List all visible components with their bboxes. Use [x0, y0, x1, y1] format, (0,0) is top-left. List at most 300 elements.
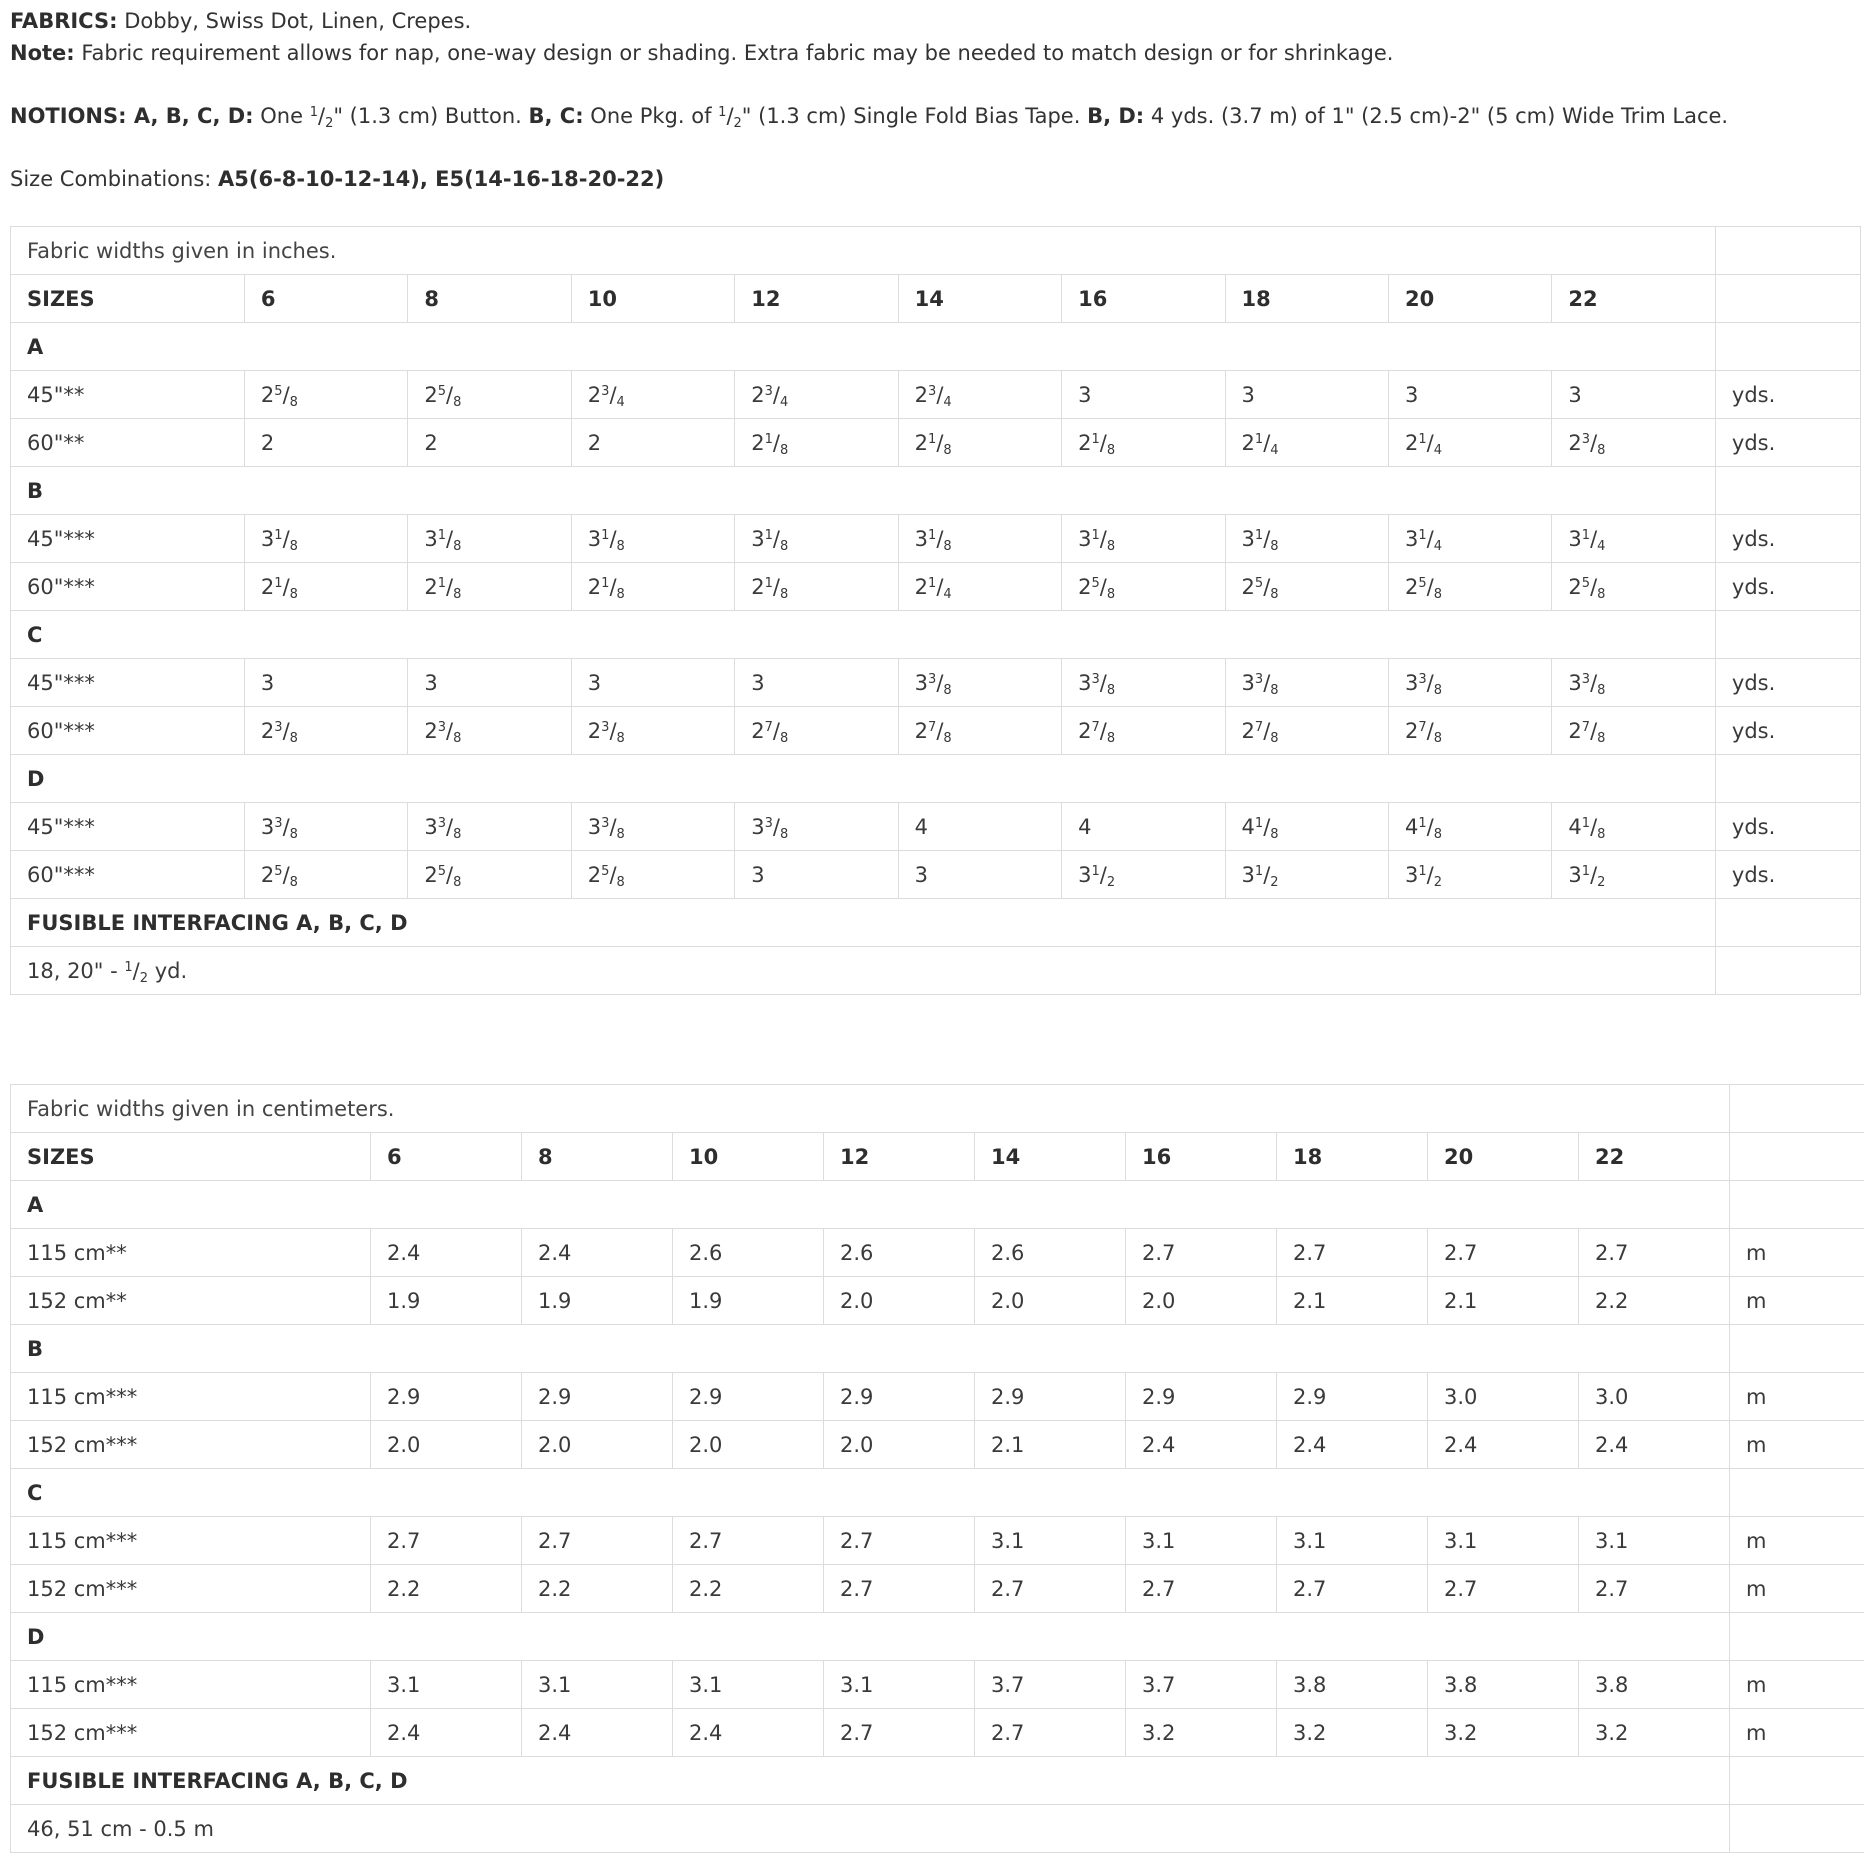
yardage-value: 2.9 — [1126, 1373, 1277, 1421]
empty-cell — [1730, 1325, 1864, 1373]
fraction: $^1/_8$ — [601, 574, 625, 602]
fraction: $^5/_8$ — [437, 862, 462, 890]
yardage-value: $3^1/_2$ — [1062, 851, 1225, 899]
yardage-value: 3.0 — [1428, 1373, 1579, 1421]
fabric-width: 152 cm*** — [11, 1709, 371, 1757]
yardage-value: $2^1/_8$ — [244, 563, 407, 611]
yardage-value: $2^3/_4$ — [571, 371, 734, 419]
yardage-value: $2^3/_8$ — [571, 707, 734, 755]
yardage-value: 2.7 — [975, 1565, 1126, 1613]
interfacing-header-row — [11, 899, 1861, 947]
unit-label: m — [1730, 1421, 1864, 1469]
yardage-value: 2.9 — [824, 1373, 975, 1421]
size-combinations-value: A5(6-8-10-12-14), E5(14-16-18-20-22) — [218, 167, 665, 191]
table-row — [11, 1517, 1864, 1565]
interfacing-header-row — [11, 1757, 1864, 1805]
fabric-width: 60"*** — [11, 563, 245, 611]
unit-label: yds. — [1715, 803, 1860, 851]
yardage-value: 2.9 — [1277, 1373, 1428, 1421]
unit-label: m — [1730, 1517, 1864, 1565]
empty-cell — [1730, 1805, 1864, 1853]
fraction: $^3/_8$ — [1581, 430, 1606, 458]
fabric-width: 60"** — [11, 419, 245, 467]
yardage-value: 3.1 — [1428, 1517, 1579, 1565]
table-row — [11, 419, 1861, 467]
yardage-value: 3 — [408, 659, 571, 707]
notions-text: 4 yds. (3.7 m) of 1" (2.5 cm)-2" (5 cm) Wide Trim Lace. — [1144, 104, 1729, 128]
fabric-width: 45"*** — [11, 515, 245, 563]
yardage-value: $2^3/_4$ — [735, 371, 898, 419]
unit-label: yds. — [1715, 707, 1860, 755]
fraction: $^3/_8$ — [1418, 670, 1442, 698]
fabric-width: 45"*** — [11, 659, 245, 707]
fraction: $^3/_8$ — [1581, 670, 1606, 698]
notions-text: " (1.3 cm) Single Fold Bias Tape. — [741, 104, 1088, 128]
table-row — [11, 1373, 1864, 1421]
yardage-value: $3^1/_2$ — [1552, 851, 1716, 899]
yardage-value: $2^5/_8$ — [1062, 563, 1225, 611]
view-label: A — [11, 323, 1716, 371]
yardage-value: $2^1/_8$ — [898, 419, 1061, 467]
notions-line — [10, 103, 1728, 129]
yardage-value: $3^3/_8$ — [1225, 659, 1388, 707]
fraction: $^1/_8$ — [274, 574, 298, 602]
yardage-value: $3^3/_8$ — [1062, 659, 1225, 707]
yardage-value: 2.9 — [371, 1373, 522, 1421]
table-caption-row — [11, 227, 1861, 275]
yardage-value: 2.7 — [1126, 1229, 1277, 1277]
unit-label: m — [1730, 1709, 1864, 1757]
fraction: $^7/_8$ — [1254, 718, 1279, 746]
fabric-width: 60"*** — [11, 851, 245, 899]
table-caption: Fabric widths given in inches. — [11, 227, 1716, 275]
fabrics-line — [10, 8, 471, 34]
yardage-value: 2 — [244, 419, 407, 467]
fraction: $^3/_8$ — [928, 670, 952, 698]
notions-bd-label: B, D: — [1087, 104, 1145, 128]
size-combinations-label: Size Combinations: — [10, 167, 219, 191]
yardage-value: 2.7 — [1277, 1229, 1428, 1277]
yardage-value: 2.1 — [1277, 1277, 1428, 1325]
fraction: $^3/_8$ — [437, 718, 462, 746]
unit-label: m — [1730, 1565, 1864, 1613]
table-row — [11, 851, 1861, 899]
yardage-value: $2^5/_8$ — [1388, 563, 1551, 611]
table-row — [11, 707, 1861, 755]
view-label: C — [11, 1469, 1730, 1517]
yardage-value: 3.2 — [1277, 1709, 1428, 1757]
yardage-value: 2.0 — [1126, 1277, 1277, 1325]
yardage-value: 3.1 — [522, 1661, 673, 1709]
view-group-row — [11, 1325, 1864, 1373]
yardage-value: 2.1 — [975, 1421, 1126, 1469]
yardage-value: $2^5/_8$ — [571, 851, 734, 899]
table-caption: Fabric widths given in centimeters. — [11, 1085, 1730, 1133]
unit-label: yds. — [1715, 371, 1860, 419]
interfacing-value-row — [11, 947, 1861, 995]
view-label: B — [11, 1325, 1730, 1373]
size-header: 8 — [408, 275, 571, 323]
yardage-value: 3.2 — [1126, 1709, 1277, 1757]
fraction: $^3/_8$ — [1254, 670, 1279, 698]
size-header: 20 — [1428, 1133, 1579, 1181]
fraction: $^1/_8$ — [764, 526, 789, 554]
yardage-value: 2.4 — [1579, 1421, 1730, 1469]
yardage-value: $3^1/_2$ — [1225, 851, 1388, 899]
table-row — [11, 515, 1861, 563]
yardage-value: 1.9 — [673, 1277, 824, 1325]
fraction: $^1/_2$ — [1091, 862, 1116, 890]
yardage-value: 2.0 — [673, 1421, 824, 1469]
interfacing-value-row — [11, 1805, 1864, 1853]
yardage-value: 2 — [571, 419, 734, 467]
fraction: $^7/_8$ — [928, 718, 952, 746]
yardage-value: 2.0 — [522, 1421, 673, 1469]
yardage-value: 2.7 — [824, 1709, 975, 1757]
yardage-value: $3^1/_2$ — [1388, 851, 1551, 899]
yardage-value: $2^7/_8$ — [1225, 707, 1388, 755]
yardage-value: $3^3/_8$ — [408, 803, 571, 851]
yardage-value: 3.1 — [975, 1517, 1126, 1565]
fabric-width: 115 cm*** — [11, 1517, 371, 1565]
fraction: $^1/_2$ — [718, 104, 742, 131]
table-row — [11, 1421, 1864, 1469]
yardage-value: $2^7/_8$ — [1062, 707, 1225, 755]
yardage-value: 4 — [898, 803, 1061, 851]
yardage-value: $3^1/_8$ — [244, 515, 407, 563]
fraction: $^3/_4$ — [928, 382, 952, 410]
yardage-value: $2^1/_8$ — [571, 563, 734, 611]
notions-text: One Pkg. of — [583, 104, 719, 128]
yardage-value: 2 — [408, 419, 571, 467]
yardage-value: 2.0 — [824, 1277, 975, 1325]
yardage-value: 2.7 — [1428, 1229, 1579, 1277]
yardage-value: 2.9 — [522, 1373, 673, 1421]
yardage-value: 2.4 — [522, 1709, 673, 1757]
yardage-value: 2.4 — [371, 1229, 522, 1277]
yardage-value: $2^3/_4$ — [898, 371, 1061, 419]
fraction: $^3/_8$ — [274, 814, 298, 842]
yardage-value: $3^1/_4$ — [1388, 515, 1551, 563]
yardage-value: 2.4 — [1428, 1421, 1579, 1469]
empty-cell — [1715, 899, 1860, 947]
fraction: $^1/_4$ — [1418, 526, 1442, 554]
sizes-label: SIZES — [11, 1133, 371, 1181]
view-group-row — [11, 611, 1861, 659]
note-label: Note: — [10, 41, 75, 65]
unit-label: yds. — [1715, 851, 1860, 899]
size-header: 12 — [735, 275, 898, 323]
empty-cell — [1730, 1085, 1864, 1133]
fabric-width: 115 cm*** — [11, 1373, 371, 1421]
fraction: $^5/_8$ — [1581, 574, 1606, 602]
yardage-value: $3^1/_4$ — [1552, 515, 1716, 563]
yardage-value: 2.9 — [975, 1373, 1126, 1421]
empty-cell — [1715, 947, 1860, 995]
fraction: $^3/_8$ — [764, 814, 789, 842]
fraction: $^1/_8$ — [928, 526, 952, 554]
yardage-value: 3.2 — [1579, 1709, 1730, 1757]
yardage-value: 3 — [1062, 371, 1225, 419]
note-text: Fabric requirement allows for nap, one-way design or shading. Extra fabric may be needed to match design or for shrinkage. — [74, 41, 1394, 65]
view-group-row — [11, 467, 1861, 515]
yardage-value: 3 — [571, 659, 734, 707]
yardage-value: 3.1 — [371, 1661, 522, 1709]
fraction: $^1/_2$ — [1254, 862, 1279, 890]
empty-cell — [1730, 1181, 1864, 1229]
yardage-value: 2.6 — [673, 1229, 824, 1277]
fraction: $^1/_4$ — [1418, 430, 1442, 458]
fraction: $^3/_8$ — [601, 814, 625, 842]
size-header: 16 — [1062, 275, 1225, 323]
fraction: $^7/_8$ — [764, 718, 789, 746]
yardage-value: 3.0 — [1579, 1373, 1730, 1421]
view-group-row — [11, 755, 1861, 803]
yardage-value: 2.4 — [1126, 1421, 1277, 1469]
yardage-value: 3.1 — [1126, 1517, 1277, 1565]
fraction: $^5/_8$ — [601, 862, 625, 890]
size-header: 18 — [1277, 1133, 1428, 1181]
fabrics-text: Dobby, Swiss Dot, Linen, Crepes. — [117, 9, 472, 33]
fraction: $^1/_8$ — [1581, 814, 1606, 842]
fraction: $^1/_8$ — [601, 526, 625, 554]
yardage-value: $3^3/_8$ — [735, 803, 898, 851]
unit-label: m — [1730, 1229, 1864, 1277]
view-label: C — [11, 611, 1716, 659]
yardage-value: $3^1/_8$ — [898, 515, 1061, 563]
yardage-value: $3^3/_8$ — [244, 803, 407, 851]
yardage-value: $3^1/_8$ — [408, 515, 571, 563]
view-label: B — [11, 467, 1716, 515]
yardage-value: 2.6 — [975, 1229, 1126, 1277]
yardage-value: 3 — [244, 659, 407, 707]
fraction: $^5/_8$ — [1254, 574, 1279, 602]
yardage-value: 2.7 — [673, 1517, 824, 1565]
table-row — [11, 1277, 1864, 1325]
yardage-value: $4^1/_8$ — [1552, 803, 1716, 851]
size-header: 22 — [1552, 275, 1716, 323]
yardage-value: $2^1/_8$ — [735, 419, 898, 467]
notions-text: One — [253, 104, 310, 128]
fraction: $^1/_8$ — [1254, 526, 1279, 554]
fraction: $^7/_8$ — [1418, 718, 1442, 746]
empty-cell — [1730, 1613, 1864, 1661]
yardage-value: $2^1/_4$ — [1225, 419, 1388, 467]
interfacing-label: FUSIBLE INTERFACING A, B, C, D — [11, 899, 1716, 947]
yardage-value: $2^1/_8$ — [1062, 419, 1225, 467]
fraction: $^3/_4$ — [764, 382, 789, 410]
table-row — [11, 563, 1861, 611]
notions-bc-label: B, C: — [528, 104, 584, 128]
fraction: $^1/_8$ — [1091, 526, 1116, 554]
fraction: $^5/_8$ — [1091, 574, 1116, 602]
yardage-value: 3.1 — [1579, 1517, 1730, 1565]
interfacing-value: 18, 20" - $^1/_2$ yd. — [11, 947, 1716, 995]
fraction: $^1/_8$ — [764, 574, 789, 602]
size-header: 6 — [371, 1133, 522, 1181]
yardage-value: $4^1/_8$ — [1225, 803, 1388, 851]
yardage-value: 2.7 — [1579, 1229, 1730, 1277]
size-header: 10 — [571, 275, 734, 323]
yardage-value: $3^1/_8$ — [735, 515, 898, 563]
yardage-value: 2.2 — [673, 1565, 824, 1613]
yardage-value: $2^7/_8$ — [735, 707, 898, 755]
yardage-value: 3.7 — [975, 1661, 1126, 1709]
notions-label: NOTIONS: A, B, C, D: — [10, 104, 254, 128]
yardage-value: 3 — [735, 851, 898, 899]
fraction: $^1/_8$ — [1091, 430, 1116, 458]
size-header: 8 — [522, 1133, 673, 1181]
fraction: $^1/_4$ — [928, 574, 952, 602]
yardage-value: 3 — [735, 659, 898, 707]
note-line — [10, 40, 1393, 66]
yardage-value: 3.1 — [673, 1661, 824, 1709]
yardage-value: 2.7 — [975, 1709, 1126, 1757]
fraction: $^1/_4$ — [1581, 526, 1606, 554]
yardage-value: 1.9 — [371, 1277, 522, 1325]
unit-label: yds. — [1715, 419, 1860, 467]
yardage-value: $2^7/_8$ — [1388, 707, 1551, 755]
fabric-width: 152 cm*** — [11, 1565, 371, 1613]
table-row — [11, 1661, 1864, 1709]
table-caption-row — [11, 1085, 1864, 1133]
yardage-value: $3^1/_8$ — [1062, 515, 1225, 563]
interfacing-label: FUSIBLE INTERFACING A, B, C, D — [11, 1757, 1730, 1805]
yardage-value: 3.7 — [1126, 1661, 1277, 1709]
yardage-value: $4^1/_8$ — [1388, 803, 1551, 851]
yardage-value: $2^5/_8$ — [244, 371, 407, 419]
unit-label: m — [1730, 1277, 1864, 1325]
size-header: 6 — [244, 275, 407, 323]
yardage-value: 2.0 — [371, 1421, 522, 1469]
size-header: 14 — [898, 275, 1061, 323]
yardage-value: 3 — [898, 851, 1061, 899]
fraction: $^7/_8$ — [1581, 718, 1606, 746]
fabrics-label: FABRICS: — [10, 9, 118, 33]
yardage-value: 2.7 — [1126, 1565, 1277, 1613]
empty-cell — [1730, 1757, 1864, 1805]
interfacing-value: 46, 51 cm - 0.5 m — [11, 1805, 1730, 1853]
empty-cell — [1715, 755, 1860, 803]
fabric-width: 45"** — [11, 371, 245, 419]
yardage-value: 2.7 — [522, 1517, 673, 1565]
yardage-value: 3.8 — [1579, 1661, 1730, 1709]
table-row — [11, 803, 1861, 851]
sizes-label: SIZES — [11, 275, 245, 323]
empty-cell — [1715, 323, 1860, 371]
fabric-width: 152 cm*** — [11, 1421, 371, 1469]
yardage-value: 2.6 — [824, 1229, 975, 1277]
yardage-value: $2^5/_8$ — [1552, 563, 1716, 611]
unit-label: yds. — [1715, 563, 1860, 611]
yardage-value: 3 — [1552, 371, 1716, 419]
table-row — [11, 1565, 1864, 1613]
yardage-value: 1.9 — [522, 1277, 673, 1325]
fraction: $^1/_2$ — [124, 958, 149, 986]
table-row — [11, 371, 1861, 419]
fraction: $^3/_8$ — [601, 718, 625, 746]
size-header: 22 — [1579, 1133, 1730, 1181]
yardage-value: $2^1/_8$ — [408, 563, 571, 611]
fraction: $^3/_4$ — [601, 382, 625, 410]
yardage-value: $2^1/_4$ — [898, 563, 1061, 611]
yardage-value: $3^1/_8$ — [1225, 515, 1388, 563]
yardage-value: 2.1 — [1428, 1277, 1579, 1325]
yardage-value: 3.2 — [1428, 1709, 1579, 1757]
sizes-header-row — [11, 275, 1861, 323]
fabric-table-centimeters — [10, 1084, 1864, 1853]
yardage-value: 2.7 — [824, 1565, 975, 1613]
fraction: $^7/_8$ — [1091, 718, 1116, 746]
unit-label: m — [1730, 1661, 1864, 1709]
yardage-value: 3.1 — [1277, 1517, 1428, 1565]
notions-text: " (1.3 cm) Button. — [333, 104, 529, 128]
fraction: $^1/_8$ — [437, 574, 462, 602]
fraction: $^1/_8$ — [1254, 814, 1279, 842]
yardage-value: $2^5/_8$ — [244, 851, 407, 899]
yardage-value: 2.7 — [824, 1517, 975, 1565]
yardage-value: 2.4 — [522, 1229, 673, 1277]
size-combinations-line — [10, 166, 664, 192]
yardage-value: 2.7 — [1277, 1565, 1428, 1613]
table-row — [11, 1229, 1864, 1277]
yardage-value: $3^1/_8$ — [571, 515, 734, 563]
fabric-width: 115 cm*** — [11, 1661, 371, 1709]
view-group-row — [11, 1613, 1864, 1661]
yardage-value: 2.2 — [371, 1565, 522, 1613]
yardage-value: 2.0 — [975, 1277, 1126, 1325]
view-label: D — [11, 755, 1716, 803]
yardage-value: $3^3/_8$ — [571, 803, 734, 851]
yardage-value: $3^3/_8$ — [1388, 659, 1551, 707]
fabric-width: 45"*** — [11, 803, 245, 851]
unit-label: yds. — [1715, 659, 1860, 707]
yardage-value: 4 — [1062, 803, 1225, 851]
empty-cell — [1715, 227, 1860, 275]
fraction: $^3/_8$ — [274, 718, 298, 746]
size-header: 10 — [673, 1133, 824, 1181]
fraction: $^5/_8$ — [437, 382, 462, 410]
yardage-value: 2.2 — [1579, 1277, 1730, 1325]
fraction: $^1/_8$ — [1418, 814, 1442, 842]
yardage-value: 3.8 — [1277, 1661, 1428, 1709]
fraction: $^1/_8$ — [437, 526, 462, 554]
yardage-value: $2^3/_8$ — [244, 707, 407, 755]
yardage-value: $2^3/_8$ — [1552, 419, 1716, 467]
size-header: 12 — [824, 1133, 975, 1181]
yardage-value: 2.7 — [371, 1517, 522, 1565]
sizes-header-row — [11, 1133, 1864, 1181]
fraction: $^5/_8$ — [274, 382, 298, 410]
view-label: D — [11, 1613, 1730, 1661]
fraction: $^1/_2$ — [309, 104, 334, 131]
size-header: 16 — [1126, 1133, 1277, 1181]
unit-label: yds. — [1715, 515, 1860, 563]
yardage-value: $2^5/_8$ — [408, 851, 571, 899]
yardage-value: $2^5/_8$ — [1225, 563, 1388, 611]
fraction: $^1/_4$ — [1254, 430, 1279, 458]
size-header: 20 — [1388, 275, 1551, 323]
table-row — [11, 659, 1861, 707]
yardage-value: 3.1 — [824, 1661, 975, 1709]
fabric-table-inches — [10, 226, 1861, 995]
fraction: $^1/_8$ — [274, 526, 298, 554]
view-group-row — [11, 323, 1861, 371]
view-group-row — [11, 1469, 1864, 1517]
empty-cell — [1715, 467, 1860, 515]
yardage-value: 2.4 — [673, 1709, 824, 1757]
yardage-value: 2.7 — [1428, 1565, 1579, 1613]
